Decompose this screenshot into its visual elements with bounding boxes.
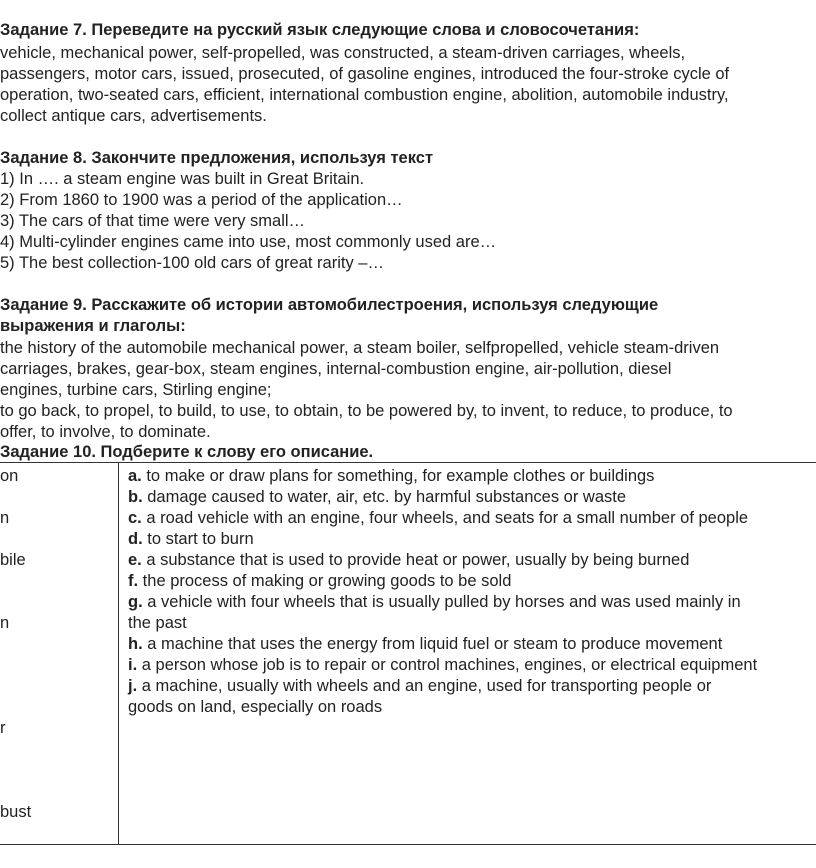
task9-line: engines, turbine cars, Stirling engine;	[0, 381, 272, 399]
task9-title: выражения и глаголы:	[0, 317, 186, 335]
word-cell: n	[0, 509, 10, 527]
word-cell: on	[0, 467, 19, 485]
matching-table	[0, 462, 816, 845]
definition-letter: b.	[128, 488, 143, 506]
definition-item	[128, 529, 254, 550]
definition-item	[128, 508, 748, 529]
word-cell: r	[0, 719, 6, 737]
task7-line: passengers, motor cars, issued, prosecuted, of gasoline engines, introduced the four-stroke cycle of	[0, 65, 730, 83]
definition-text: to make or draw plans for something, for example clothes or buildings	[141, 467, 655, 485]
table-bottom-border	[0, 844, 816, 845]
definition-text: a machine that uses the energy from liquid fuel or steam to produce movement	[142, 635, 723, 653]
definition-text: a machine, usually with wheels and an engine, used for transporting people or	[137, 677, 712, 695]
word-cell: n	[0, 614, 10, 632]
task9-line: offer, to involve, to dominate.	[0, 423, 211, 441]
definition-item	[128, 550, 689, 571]
task9-title: Задание 9. Расскажите об истории автомобилестроения, используя следующие	[0, 296, 659, 314]
task9-line: carriages, brakes, gear-box, steam engines, internal-combustion engine, air-pollution, diesel	[0, 360, 672, 378]
definition-item	[128, 466, 654, 487]
task7-title: Задание 7. Переведите на русский язык следующие слова и словосочетания:	[0, 21, 640, 39]
table-column-divider	[118, 462, 119, 845]
definition-item	[128, 613, 187, 634]
task8-line: 5) The best collection-100 old cars of great rarity –…	[0, 254, 384, 272]
definition-text: the process of making or growing goods to be sold	[138, 572, 512, 590]
definition-text: a person whose job is to repair or control machines, engines, or electrical equipment	[137, 656, 758, 674]
definition-text: a vehicle with four wheels that is usually pulled by horses and was used mainly in	[142, 593, 741, 611]
definition-text: the past	[128, 614, 187, 632]
definition-item	[128, 676, 711, 697]
definition-item	[128, 634, 722, 655]
task8-line: 2) From 1860 to 1900 was a period of the application…	[0, 191, 403, 209]
definition-item	[128, 571, 511, 592]
word-cell: bile	[0, 551, 26, 569]
definition-text: to start to burn	[142, 530, 254, 548]
definition-letter: d.	[128, 530, 143, 548]
task7-line: vehicle, mechanical power, self-propelled, was constructed, a steam-driven carriages, wheels,	[0, 44, 686, 62]
task7-line: operation, two-seated cars, efficient, international combustion engine, abolition, automobile industry,	[0, 86, 729, 104]
definition-text: damage caused to water, air, etc. by harmful substances or waste	[142, 488, 627, 506]
table-top-border	[0, 462, 816, 463]
task9-line: the history of the automobile mechanical power, a steam boiler, selfpropelled, vehicle steam-driven	[0, 339, 720, 357]
definition-letter: e.	[128, 551, 142, 569]
definition-letter: j.	[128, 677, 138, 695]
definition-item	[128, 487, 626, 508]
task8-line: 4) Multi-cylinder engines came into use, most commonly used are…	[0, 233, 497, 251]
definition-text: a substance that is used to provide heat or power, usually by being burned	[141, 551, 690, 569]
definition-letter: h.	[128, 635, 143, 653]
definition-letter: i.	[128, 656, 138, 674]
definition-text: a road vehicle with an engine, four wheels, and seats for a small number of people	[141, 509, 749, 527]
task9-line: to go back, to propel, to build, to use, to obtain, to be powered by, to invent, to reduce, to produce, to	[0, 402, 733, 420]
task8-line: 1) In …. a steam engine was built in Great Britain.	[0, 170, 365, 188]
task8-title: Задание 8. Закончите предложения, используя текст	[0, 149, 434, 167]
task7-line: collect antique cars, advertisements.	[0, 107, 267, 125]
definition-letter: a.	[128, 467, 142, 485]
definition-text: goods on land, especially on roads	[128, 698, 383, 716]
definition-letter: c.	[128, 509, 142, 527]
definition-letter: f.	[128, 572, 139, 590]
definition-letter: g.	[128, 593, 143, 611]
task10-title: Задание 10. Подберите к слову его описание.	[0, 443, 374, 461]
definition-item	[128, 592, 741, 613]
definition-item	[128, 655, 757, 676]
definition-item	[128, 697, 382, 718]
task8-line: 3) The cars of that time were very small…	[0, 212, 306, 230]
word-cell: bust	[0, 803, 32, 821]
